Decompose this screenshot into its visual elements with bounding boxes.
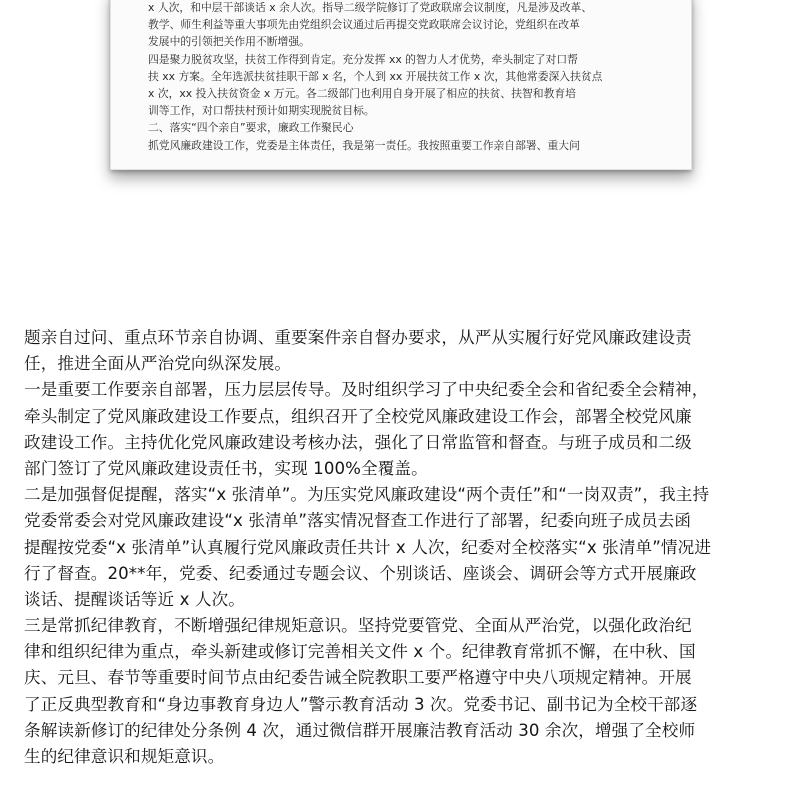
card-text-line: x 人次，和中层干部谈话 x 余人次。指导二级学院修订了党政联席会议制度，凡是涉及改革、 bbox=[148, 1, 593, 14]
card-text-line: 训等工作，对口帮扶村预计如期实现脱贫目标。 bbox=[148, 104, 375, 117]
text-line: 一是重要工作要亲自部署，压力层层传导。及时组织学习了中央纪委全会和省纪委全会精神， bbox=[24, 380, 709, 400]
text-line: 提醒按党委“x 张清单”认真履行党风廉政责任共计 x 人次，纪委对全校落实“x 张清单”情况进 bbox=[24, 537, 712, 557]
text-line: 政建设工作。主持优化党风廉政建设考核办法，强化了日常监管和督查。与班子成员和二级 bbox=[24, 432, 692, 452]
main-document-text bbox=[24, 325, 784, 770]
text-line: 党委常委会对党风廉政建设“x 张清单”落实情况督查工作进行了部署，纪委向班子成员去函 bbox=[24, 511, 692, 531]
text-line: 了正反典型教育和“身边事教育身边人”警示教育活动 3 次。党委书记、副书记为全校干部逐 bbox=[24, 694, 698, 714]
scanned-page-card bbox=[110, 0, 692, 170]
text-line: 任，推进全面从严治党向纵深发展。 bbox=[24, 354, 292, 374]
card-text-line: x 次，xx 投入扶贫资金 x 万元。各二级部门也利用自身开展了相应的扶贫、扶智和教育培 bbox=[148, 87, 576, 100]
text-line: 行了督查。20**年，党委、纪委通过专题会议、个别谈话、座谈会、调研会等方式开展廉政 bbox=[24, 563, 697, 583]
text-line: 谈话、提醒谈话等近 x 人次。 bbox=[24, 589, 245, 609]
text-line: 三是常抓纪律教育，不断增强纪律规矩意识。坚持党要管党、全面从严治党，以强化政治纪 bbox=[24, 616, 692, 636]
text-line: 题亲自过问、重点环节亲自协调、重要案件亲自督办要求，从严从实履行好党风廉政建设责 bbox=[24, 328, 692, 347]
text-line: 条解读新修订的纪律处分条例 4 次，通过微信群开展廉洁教育活动 30 余次，增强了全校师 bbox=[24, 720, 696, 740]
card-text-line: 四是聚力脱贫攻坚，扶贫工作得到肯定。充分发挥 xx 的智力人才优势，牵头制定了对口帮 bbox=[148, 53, 578, 66]
text-line: 牵头制定了党风廉政建设工作要点，组织召开了全校党风廉政建设工作会，部署全校党风廉 bbox=[24, 406, 692, 426]
card-text-line: 扶 xx 方案。全年选派扶贫挂职干部 x 名，个人到 xx 开展扶贫工作 x 次，其他常委深入扶贫点 bbox=[148, 70, 603, 83]
card-text-line: 抓党风廉政建设工作，党委是主体责任，我是第一责任。我按照重要工作亲自部署、重大问 bbox=[148, 139, 580, 152]
text-line: 二是加强督促提醒，落实“x 张清单”。为压实党风廉政建设“两个责任”和“一岗双责”，我主持 bbox=[24, 485, 710, 505]
text-line: 律和组织纪律为重点，牵头新建或修订完善相关文件 x 个。纪律教育常抓不懈，在中秋、国 bbox=[24, 642, 696, 662]
text-line: 部门签订了党风廉政建设责任书，实现 100%全覆盖。 bbox=[24, 458, 428, 478]
text-line: 庆、元旦、春节等重要时间节点由纪委告诫全院教职工要严格遵守中央八项规定精神。开展 bbox=[24, 668, 692, 688]
card-text-line: 教学、师生利益等重大事项先由党组织会议通过后再提交党政联席会议讨论，党组织在改革 bbox=[148, 18, 580, 31]
text-line: 生的纪律意识和规矩意识。 bbox=[24, 747, 225, 766]
card-heading-line: 二、落实“四个亲自”要求，廉政工作聚民心 bbox=[148, 121, 354, 134]
card-text-line: 发展中的引领把关作用不断增强。 bbox=[148, 35, 310, 48]
